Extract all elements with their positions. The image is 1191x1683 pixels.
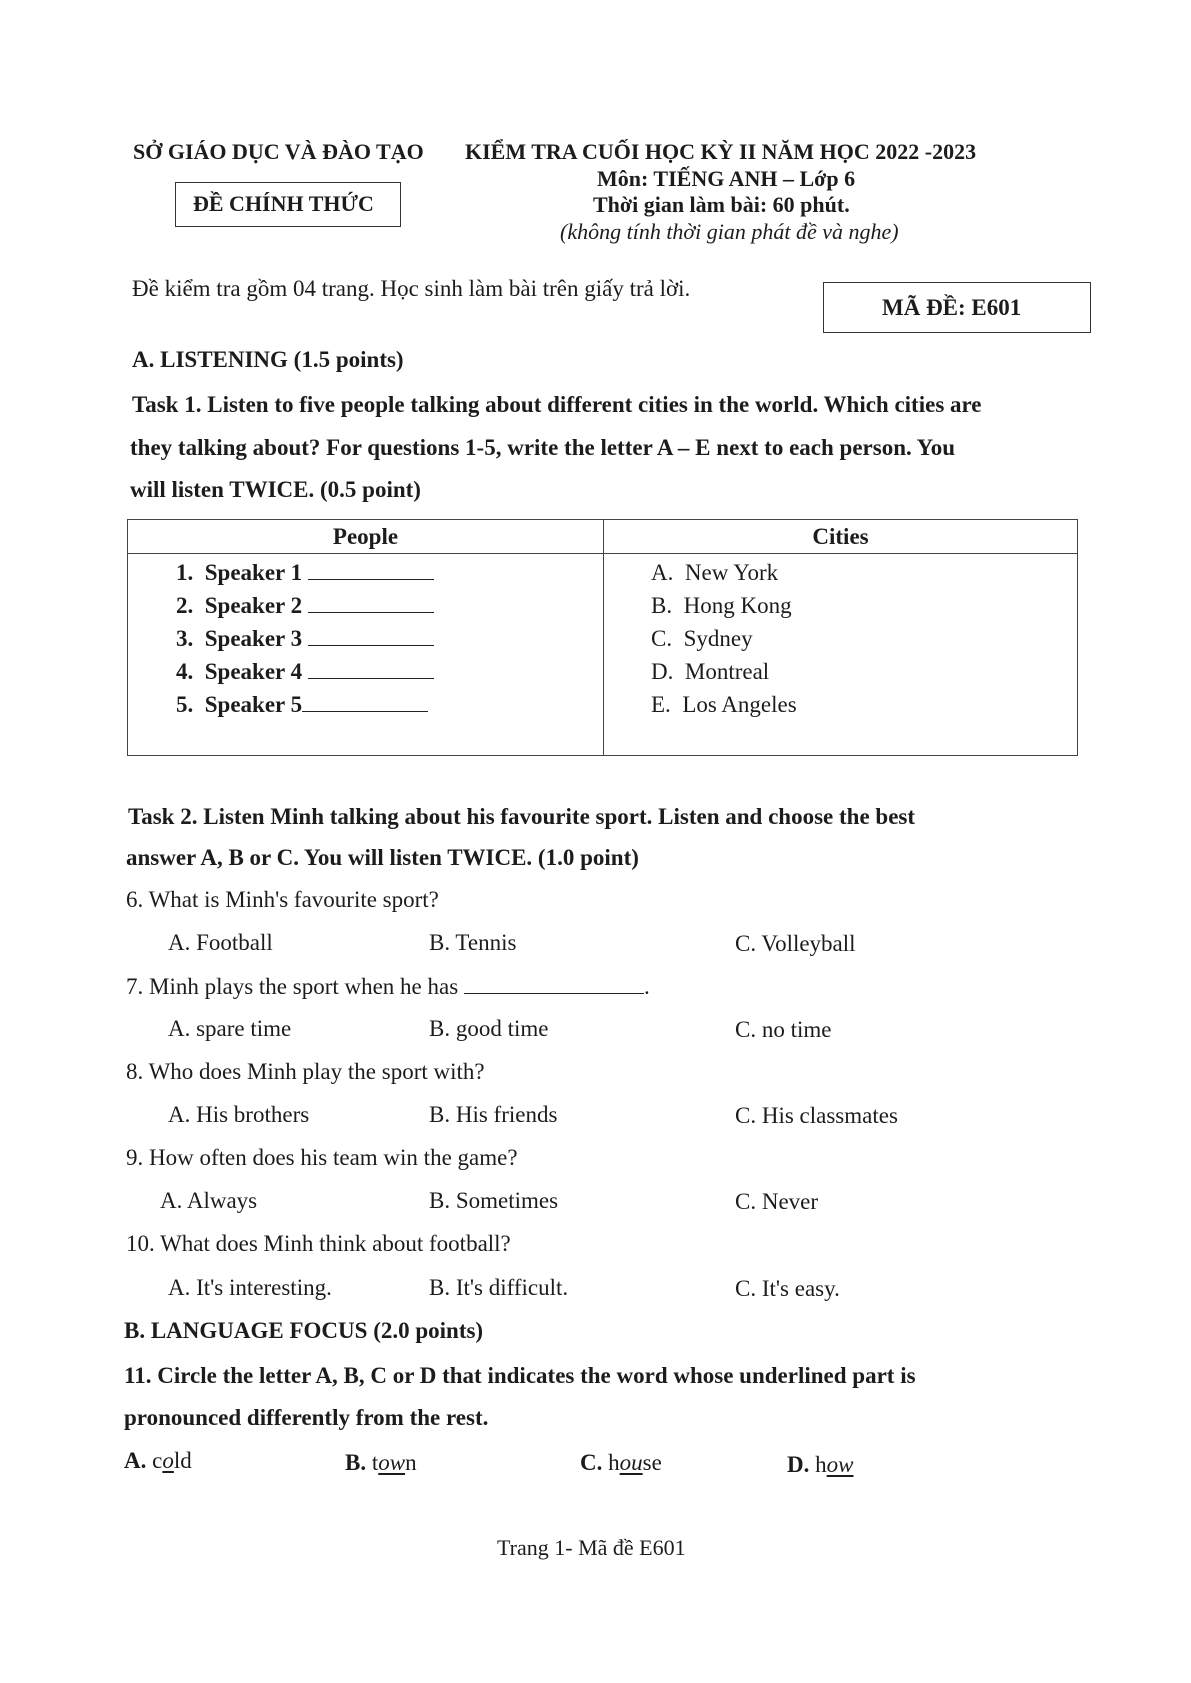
people-cell — [128, 554, 604, 756]
city-name: Montreal — [684, 659, 770, 684]
word-post: ld — [173, 1448, 192, 1473]
q10-option-a[interactable]: A. It's interesting. — [168, 1275, 332, 1300]
city-row — [651, 655, 1077, 688]
speaker-number: 1. — [176, 560, 194, 585]
official-label: ĐỀ CHÍNH THỨC — [193, 191, 374, 216]
task1-line2: they talking about? For questions 1-5, write the letter A – E next to each person. You — [130, 435, 956, 460]
option-letter: D. — [787, 1452, 810, 1477]
city-name: Hong Kong — [683, 593, 792, 618]
exam-code-box — [823, 282, 1091, 333]
q7-option-a[interactable]: A. spare time — [168, 1016, 292, 1041]
word-underlined: ow — [378, 1450, 406, 1475]
speaker-row — [176, 589, 603, 622]
question-7-text: 7. Minh plays the sport when he has — [126, 974, 459, 999]
word-pre: c — [152, 1448, 163, 1473]
q9-option-c[interactable]: C. Never — [735, 1189, 819, 1214]
q6-option-a[interactable]: A. Football — [168, 930, 273, 955]
matching-table — [127, 519, 1078, 756]
q6-option-b[interactable]: B. Tennis — [429, 930, 517, 955]
exam-time-note: (không tính thời gian phát đề và nghe) — [560, 219, 899, 244]
city-row — [651, 688, 1077, 721]
task1-line3: will listen TWICE. (0.5 point) — [130, 477, 421, 502]
city-name: Los Angeles — [682, 692, 797, 717]
exam-subject: Môn: TIẾNG ANH – Lớp 6 — [597, 166, 856, 191]
city-row — [651, 556, 1077, 589]
task2-line1: Task 2. Listen Minh talking about his favourite sport. Listen and choose the best — [128, 804, 916, 829]
q11-line2: pronounced differently from the rest. — [124, 1405, 489, 1430]
city-letter: E. — [651, 692, 671, 717]
question-6: 6. What is Minh's favourite sport? — [126, 887, 439, 912]
word-underlined: ow — [826, 1452, 854, 1477]
speaker-label: Speaker 2 — [204, 593, 303, 618]
q7-answer-blank[interactable] — [464, 973, 644, 994]
q11-option-b[interactable] — [345, 1450, 417, 1476]
q11-option-a[interactable] — [124, 1448, 192, 1474]
city-letter: B. — [651, 593, 673, 618]
speaker-row — [176, 556, 603, 589]
word-pre: h — [608, 1450, 620, 1475]
task2-line2: answer A, B or C. You will listen TWICE. (1.0 point) — [126, 845, 639, 870]
people-header: People — [128, 520, 604, 554]
q7-option-b[interactable]: B. good time — [429, 1016, 549, 1041]
city-letter: C. — [651, 626, 673, 651]
answer-blank[interactable] — [308, 592, 434, 613]
q10-option-c[interactable]: C. It's easy. — [735, 1276, 840, 1301]
option-letter: B. — [345, 1450, 367, 1475]
task1-line1: Task 1. Listen to five people talking about different cities in the world. Which cities are — [132, 392, 982, 417]
exam-code: MÃ ĐỀ: E601 — [882, 295, 1022, 320]
listening-heading: A. LISTENING (1.5 points) — [132, 347, 404, 372]
page-footer: Trang 1- Mã đề E601 — [497, 1535, 686, 1560]
question-7: 7. Minh plays the sport when he has . — [126, 974, 650, 999]
word-post: se — [642, 1450, 662, 1475]
word-post: n — [405, 1450, 417, 1475]
question-8: 8. Who does Minh play the sport with? — [126, 1059, 485, 1084]
language-heading: B. LANGUAGE FOCUS (2.0 points) — [124, 1318, 484, 1343]
q6-option-c[interactable]: C. Volleyball — [735, 931, 856, 956]
answer-blank[interactable] — [302, 691, 428, 712]
q8-option-c[interactable]: C. His classmates — [735, 1103, 898, 1128]
speaker-number: 2. — [176, 593, 194, 618]
speaker-label: Speaker 3 — [204, 626, 303, 651]
option-letter: C. — [580, 1450, 603, 1475]
speaker-number: 3. — [176, 626, 194, 651]
q11-line1: 11. Circle the letter A, B, C or D that indicates the word whose underlined part is — [124, 1363, 916, 1388]
q8-option-a[interactable]: A. His brothers — [168, 1102, 310, 1127]
speaker-number: 4. — [176, 659, 194, 684]
word-underlined: ou — [619, 1450, 643, 1475]
q9-option-a[interactable]: A. Always — [160, 1188, 258, 1213]
speaker-row — [176, 688, 603, 721]
department-name: SỞ GIÁO DỤC VÀ ĐÀO TẠO — [133, 139, 424, 164]
city-row — [651, 589, 1077, 622]
official-label-box — [175, 182, 401, 227]
q11-option-c[interactable] — [580, 1450, 662, 1476]
answer-blank[interactable] — [308, 625, 434, 646]
q11-option-d[interactable] — [787, 1452, 853, 1478]
exam-time-text: Thời gian làm bài: 60 phút. — [593, 192, 850, 217]
cities-cell — [604, 554, 1078, 756]
question-10: 10. What does Minh think about football? — [126, 1231, 511, 1256]
city-letter: D. — [651, 659, 674, 684]
speaker-row — [176, 622, 603, 655]
speaker-row — [176, 655, 603, 688]
exam-intro: Đề kiểm tra gồm 04 trang. Học sinh làm bài trên giấy trả lời. — [132, 276, 691, 301]
answer-blank[interactable] — [308, 559, 434, 580]
option-letter: A. — [124, 1448, 147, 1473]
city-name: New York — [684, 560, 779, 585]
city-letter: A. — [651, 560, 674, 585]
word-underlined: o — [162, 1448, 174, 1473]
q10-option-b[interactable]: B. It's difficult. — [429, 1275, 569, 1300]
cities-header: Cities — [604, 520, 1078, 554]
city-row — [651, 622, 1077, 655]
word-pre: h — [815, 1452, 827, 1477]
q8-option-b[interactable]: B. His friends — [429, 1102, 558, 1127]
q7-option-c[interactable]: C. no time — [735, 1017, 832, 1042]
word-pre: t — [371, 1450, 379, 1475]
city-name: Sydney — [683, 626, 753, 651]
exam-time — [593, 192, 850, 218]
q9-option-b[interactable]: B. Sometimes — [429, 1188, 559, 1213]
speaker-label: Speaker 4 — [204, 659, 303, 684]
exam-title: KIỂM TRA CUỐI HỌC KỲ II NĂM HỌC 2022 -2023 — [465, 139, 977, 164]
speaker-label: Speaker 5 — [204, 692, 303, 717]
speaker-label: Speaker 1 — [204, 560, 303, 585]
answer-blank[interactable] — [308, 658, 434, 679]
question-9: 9. How often does his team win the game? — [126, 1145, 518, 1170]
speaker-number: 5. — [176, 692, 194, 717]
